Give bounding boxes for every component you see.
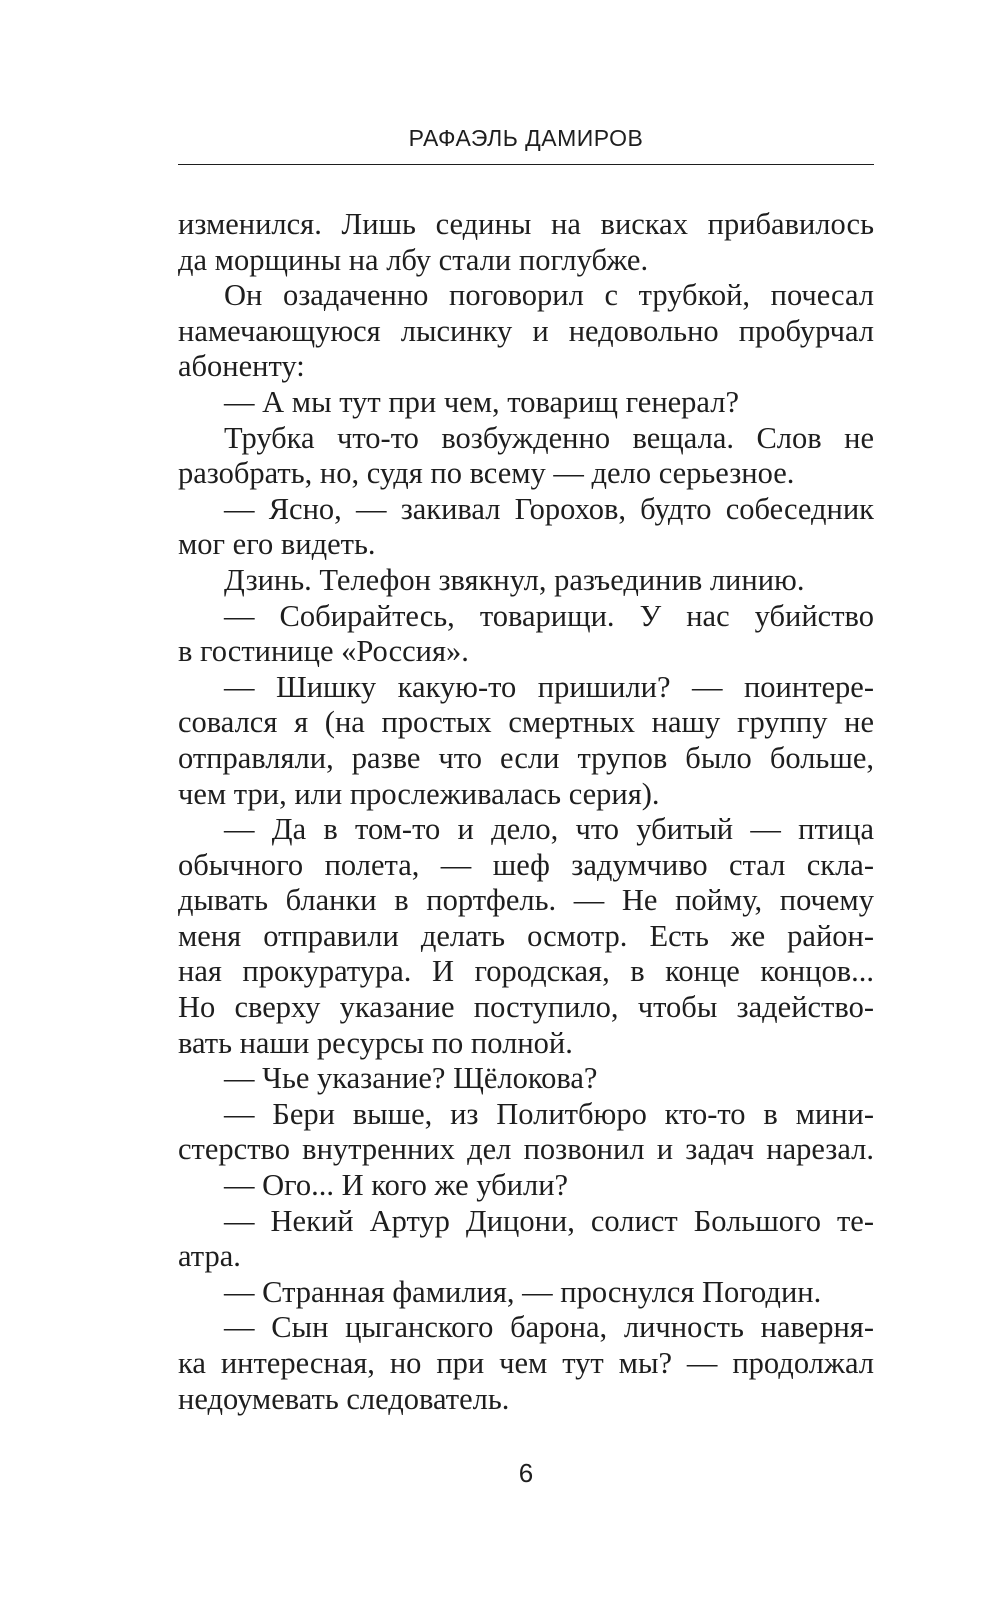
text-line: мог его видеть. xyxy=(178,527,376,562)
text-line: чем три, или прослеживалась серия). xyxy=(178,776,660,811)
body-text xyxy=(178,207,874,1417)
text-line: меня отправили делать осмотр. Есть же район- xyxy=(178,918,874,953)
text-line: недоумевать следователь. xyxy=(178,1381,510,1416)
text-line: — А мы тут при чем, товарищ генерал? xyxy=(224,384,739,419)
text-line: намечающуюся лысинку и недовольно пробурчал xyxy=(178,313,874,348)
text-line: — Бери выше, из Политбюро кто-то в мини- xyxy=(224,1096,874,1131)
text-line: — Странная фамилия, — проснулся Погодин. xyxy=(224,1274,822,1309)
text-line: Он озадаченно поговорил с трубкой, почесал xyxy=(224,278,874,313)
text-line: разобрать, но, судя по всему — дело серьезное. xyxy=(178,456,795,491)
text-line: абоненту: xyxy=(178,349,305,384)
text-line: — Ясно, — закивал Горохов, будто собеседник xyxy=(224,491,874,526)
text-line: — Сын цыганского барона, личность наверня- xyxy=(224,1310,874,1345)
text-line: вать наши ресурсы по полной. xyxy=(178,1025,573,1060)
text-line: ная прокуратура. И городская, в конце концов... xyxy=(178,954,874,989)
text-line: — Собирайтесь, товарищи. У нас убийство xyxy=(224,598,874,633)
text-line: Трубка что-то возбужденно вещала. Слов не xyxy=(224,420,874,455)
text-line: — Шишку какую-то пришили? — поинтере- xyxy=(224,669,874,704)
page-number: 6 xyxy=(518,1458,534,1488)
text-line: отправляли, разве что если трупов было больше, xyxy=(178,740,874,775)
text-line: изменился. Лишь седины на висках прибавилось xyxy=(178,207,874,241)
text-line: ка интересная, но при чем тут мы? — продолжал xyxy=(178,1346,874,1380)
header-rule xyxy=(178,164,874,165)
running-header-author: РАФАЭЛЬ ДАМИРОВ xyxy=(408,125,644,151)
text-line: — Ого... И кого же убили? xyxy=(224,1168,569,1203)
text-line: стерство внутренних дел позвонил и задач нарезал. xyxy=(178,1132,874,1167)
text-line: — Некий Артур Дицони, солист Большого те- xyxy=(224,1203,874,1238)
text-line: Но сверху указание поступило, чтобы задейство- xyxy=(178,990,874,1025)
text-line: обычного полета, — шеф задумчиво стал скла- xyxy=(178,847,874,882)
text-line: совался я (на простых смертных нашу группу не xyxy=(178,705,874,740)
text-line: — Да в том-то и дело, что убитый — птица xyxy=(224,812,874,847)
text-line: дывать бланки в портфель. — Не пойму, почему xyxy=(178,883,874,918)
text-line: Дзинь. Телефон звякнул, разъединив линию. xyxy=(224,562,805,597)
text-line: — Чье указание? Щёлокова? xyxy=(224,1061,598,1096)
text-line: да морщины на лбу стали поглубже. xyxy=(178,242,649,277)
text-line: в гостинице «Россия». xyxy=(178,634,469,669)
text-line: атра. xyxy=(178,1239,241,1274)
